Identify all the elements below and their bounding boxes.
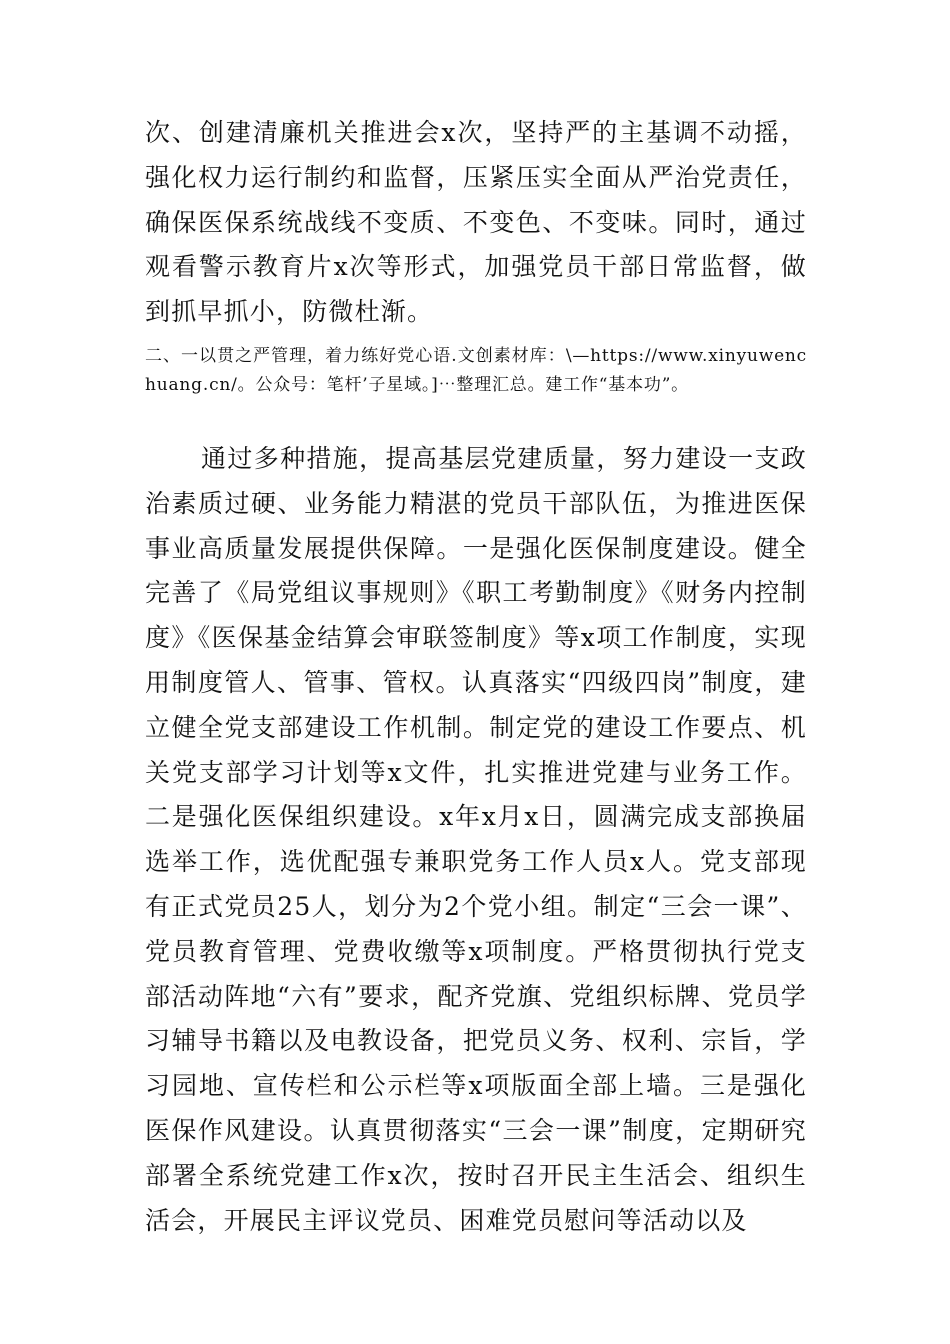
body-paragraph-1: 次、创建清廉机关推进会x次，坚持严的主基调不动摇，强化权力运行制约和监督，压紧压实全面从严治党责任，确保医保系统战线不变质、不变色、不变味。同时，通过观看警示教育片x次等形式，加强党员干部日常监督，做到抓早抓小，防微杜渐。 <box>145 118 807 327</box>
section-heading-2: 二、一以贯之严管理，着力练好党心语.文创素材库：\—https://www.xinyuwenchuang.cn/。公众号：笔杆’子星域。]⋯整理汇总。建工作“基本功”。 <box>145 346 807 395</box>
body-paragraph-2: 通过多种措施，提高基层党建质量，努力建设一支政治素质过硬、业务能力精湛的党员干部队伍，为推进医保事业高质量发展提供保障。一是强化医保制度建设。健全完善了《局党组议事规则》《职工考勤制度》《财务内控制度》《医保基金结算会审联签制度》等x项工作制度，实现用制度管人、管事、管权。认真落实“四级四岗”制度，建立健全党支部建设工作机制。制定党的建设工作要点、机关党支部学习计划等x文件，扎实推进党建与业务工作。二是强化医保组织建设。x年x月x日，圆满完成支部换届选举工作，选优配强专兼职党务工作人员x人。党支部现有正式党员25人，划分为2个党小组。制定“三会一课”、党员教育管理、党费收缴等x项制度。严格贯彻执行党支部活动阵地“六有”要求，配齐党旗、党组织标牌、党员学习辅导书籍以及电教设备，把党员义务、权利、宗旨，学习园地、宣传栏和公示栏等x项版面全部上墙。三是强化医保作风建设。认真贯彻落实“三会一课”制度，定期研究部署全系统党建工作x次，按时召开民主生活会、组织生活会，开展民主评议党员、困难党员慰问等活动以及 <box>145 444 807 1235</box>
